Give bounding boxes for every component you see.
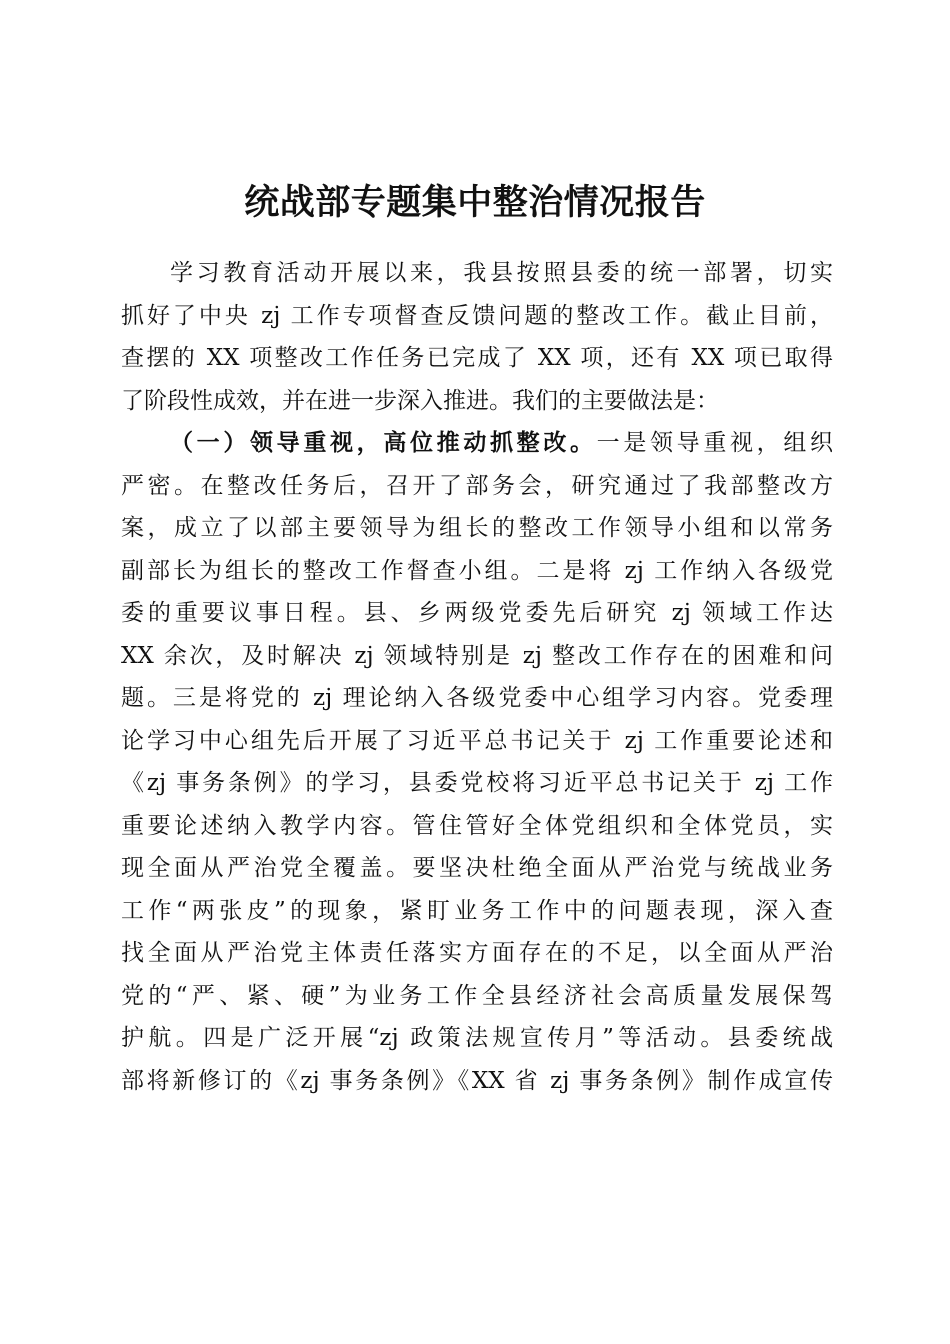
paragraph-first-line (121, 422, 833, 465)
paragraph-line: 题。三是将党的 zj 理论纳入各级党委中心组学习内容。党委理 (121, 685, 833, 711)
paragraph-line: 论学习中心组先后开展了习近平总书记关于 zj 工作重要论述和 (121, 727, 833, 754)
paragraph-line: 了阶段性成效，并在进一步深入推进。我们的主要做法是： (121, 387, 719, 414)
paragraph-line: 委的重要议事日程。县、乡两级党委先后研究 zj 领域工作达 (121, 600, 833, 626)
paragraph-line: 副部长为组长的整改工作督查小组。二是将 zj 工作纳入各级党 (121, 557, 833, 584)
paragraph-line: 《zj 事务条例》的学习，县委党校将习近平总书记关于 zj 工作 (121, 770, 833, 796)
paragraph-line: 重要论述纳入教学内容。管住管好全体党组织和全体党员，实 (121, 812, 833, 839)
paragraph-line: 查摆的 XX 项整改工作任务已完成了 XX 项，还有 XX 项已取得 (121, 345, 833, 371)
section-heading: （一）领导重视，高位推动抓整改。 (170, 429, 597, 456)
paragraph-line: 学习教育活动开展以来，我县按照县委的统一部署，切实 (170, 260, 833, 286)
paragraph-line: 抓好了中央 zj 工作专项督查反馈问题的整改工作。截止目前， (121, 302, 833, 329)
paragraph-line: 找全面从严治党主体责任落实方面存在的不足，以全面从严治 (121, 940, 833, 966)
paragraph-line: 现全面从严治党全覆盖。要坚决杜绝全面从严治党与统战业务 (121, 855, 833, 881)
paragraph-line: 工作“两张皮”的现象，紧盯业务工作中的问题表现，深入查 (121, 897, 833, 924)
paragraph-line: 案，成立了以部主要领导为组长的整改工作领导小组和以常务 (121, 515, 833, 541)
paragraph-line: 严密。在整改任务后，召开了部务会，研究通过了我部整改方 (121, 472, 833, 499)
paragraph-line: XX 余次，及时解决 zj 领域特别是 zj 整改工作存在的困难和问 (121, 642, 833, 669)
paragraph-line: 护航。四是广泛开展“zj 政策法规宣传月”等活动。县委统战 (121, 1025, 833, 1051)
document-body (121, 252, 833, 1102)
paragraph-line-text: 一是领导重视，组织 (596, 430, 834, 456)
paragraph-line: 党的“严、紧、硬”为业务工作全县经济社会高质量发展保驾 (121, 982, 833, 1009)
paragraph-line: 部将新修订的《zj 事务条例》《XX 省 zj 事务条例》制作成宣传 (121, 1067, 833, 1094)
document-title: 统战部专题集中整治情况报告 (244, 182, 706, 223)
